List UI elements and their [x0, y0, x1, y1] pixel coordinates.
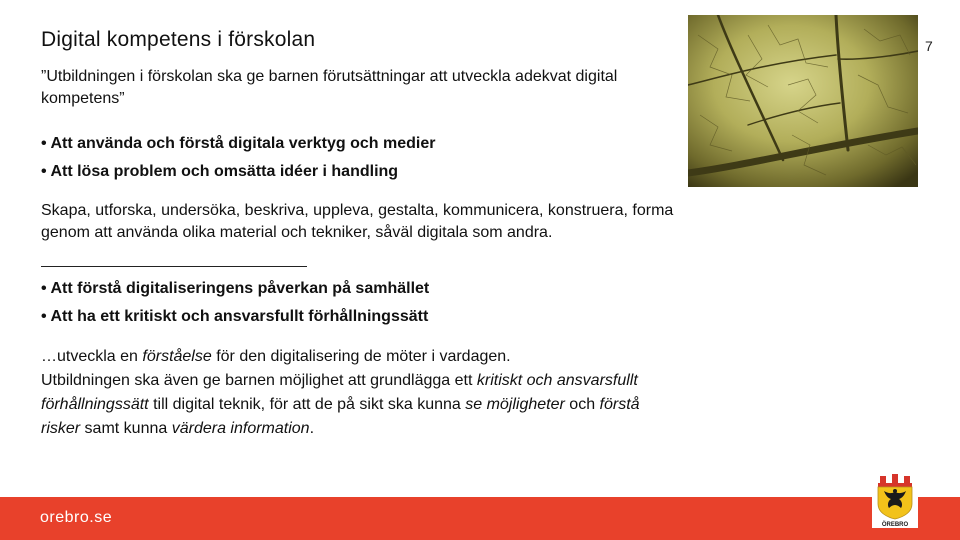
footer-url[interactable]: orebro.se — [40, 509, 113, 526]
page-number: 7 — [925, 38, 933, 54]
logo-wordmark: ÖREBRO — [881, 522, 909, 528]
bullet-list-1 — [41, 130, 691, 186]
bullet-item: • Att lösa problem och omsätta idéer i handling — [41, 163, 399, 180]
understanding-line: …utveckla en förståelse för den digitalisering de möter i vardagen. — [41, 348, 511, 365]
closing-paragraph: Utbildningen ska även ge barnen möjlighet att grundlägga ett kritiskt och ansvarsfullt förhållningssätt till digital teknik, för att de på sikt ska kunna se möjligheter och förstå risker samt kunna värdera information. — [41, 372, 640, 437]
bullet-item: • Att ha ett kritiskt och ansvarsfullt förhållningssätt — [41, 308, 429, 325]
curriculum-quote: ”Utbildningen i förskolan ska ge barnen förutsättningar att utveckla adekvat digital kompetens” — [41, 68, 618, 107]
bullet-item: • Att förstå digitaliseringens påverkan på samhället — [41, 280, 430, 297]
divider-line — [41, 266, 307, 267]
leaf-photo — [688, 15, 918, 187]
bullet-item: • Att använda och förstå digitala verktyg och medier — [41, 135, 436, 152]
bullet-list-2 — [41, 275, 691, 331]
orebro-logo — [872, 472, 918, 528]
slide-body — [41, 66, 691, 441]
activities-paragraph: Skapa, utforska, undersöka, beskriva, uppleva, gestalta, kommunicera, konstruera, forma genom att använda olika material och tekniker, såväl digitala som andra. — [41, 202, 674, 241]
footer-bar — [0, 497, 960, 540]
slide-title: Digital kompetens i förskolan — [41, 28, 316, 51]
